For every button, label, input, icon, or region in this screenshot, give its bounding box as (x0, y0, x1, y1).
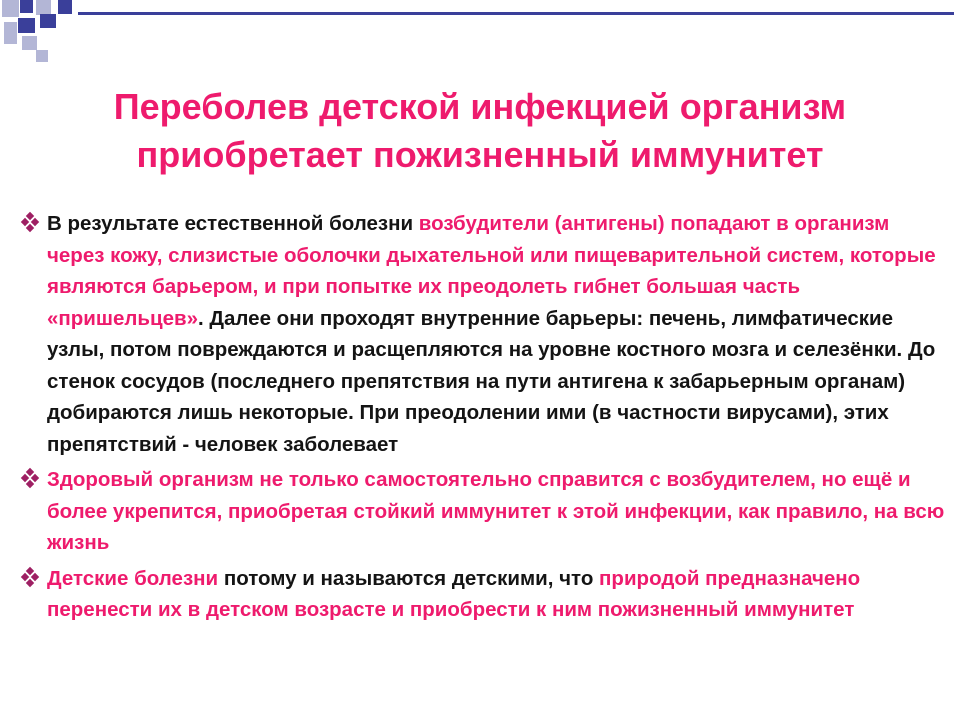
body-text: В результате естественной болезни (47, 212, 419, 235)
title-line-2: приобретает пожизненный иммунитет (136, 134, 824, 175)
diamond-bullet-icon (20, 566, 40, 588)
title-line-1: Переболев детской инфекцией организм (113, 86, 847, 127)
bullet-item (20, 208, 950, 460)
bullet-text (47, 563, 950, 626)
bullet-item (20, 464, 950, 559)
decorative-squares (0, 0, 960, 70)
diamond-bullet-icon (20, 211, 40, 233)
highlighted-text: Здоровый организм не только самостоятельно справится с возбудителем, но ещё и более укрепится, приобретая стойкий иммунитет к этой инфекции, как правило, на всю жизнь (47, 468, 945, 554)
bullet-text (47, 208, 950, 460)
highlighted-text: природой предназначено перенести их в детском возрасте и приобрести к ним пожизненный иммунитет (47, 566, 861, 621)
diamond-bullet-icon (20, 467, 40, 489)
slide-title (20, 83, 940, 179)
body-text: . Далее они проходят внутренние барьеры: печень, лимфатические узлы, потом повреждаются и расщепляются на уровне костного мозга и селезёнки. До стенок сосудов (последнего препятствия на пути антигена к забарьерным органам) добираются лишь некоторые. При преодолении ими (в частности вирусами), этих препятствий - человек заболевает (47, 306, 936, 456)
bullet-item (20, 563, 950, 626)
highlighted-text: Детские болезни (47, 566, 219, 590)
body-text: потому и называются детскими, что (218, 566, 600, 590)
bullet-list (20, 208, 950, 630)
highlighted-text: возбудители (антигены) попадают в организм через кожу, слизистые оболочки дыхательной или пищеварительной систем, которые являются барьером, и при попытке их преодолеть гибнет большая часть «пришельцев» (47, 212, 936, 330)
bullet-text (47, 464, 950, 559)
